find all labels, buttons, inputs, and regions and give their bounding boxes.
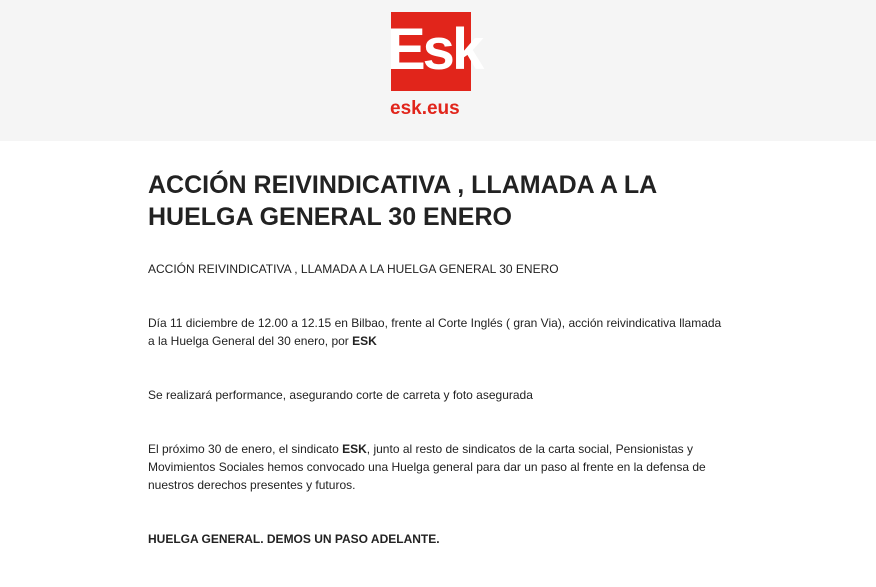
site-link[interactable]: esk.eus [390,98,460,119]
header [0,0,876,141]
paragraph-strike-start: El próximo 30 de enero, el sindicato [148,442,343,456]
paragraph-event-details [148,314,728,350]
paragraph-performance: Se realizará performance, asegurando corte de carreta y foto asegurada [148,388,533,402]
paragraph-strike-call [148,440,718,494]
esk-bold-1: ESK [352,334,377,348]
paragraph-event-text: Día 11 diciembre de 12.00 a 12.15 en Bilbao, frente al Corte Inglés ( gran Via), acción reivindicativa llamada a la Huelga General del 30 enero, por [148,316,722,348]
article-title: ACCIÓN REIVINDICATIVA , LLAMADA A LA HUELGA GENERAL 30 ENERO [148,171,657,231]
esk-bold-2: ESK [342,442,367,456]
esk-logo[interactable] [387,12,482,91]
logo-text: Esk [387,17,482,82]
paragraph-strike-end: , junto al resto de sindicatos de la carta social, Pensionistas y Movimientos Sociales hemos convocado una Huelga general para dar un paso al frente en la defensa de nuestros derechos presentes y futuros. [148,442,706,492]
article-subtitle: ACCIÓN REIVINDICATIVA , LLAMADA A LA HUELGA GENERAL 30 ENERO [148,262,559,276]
article [148,141,728,546]
closing-slogan: HUELGA GENERAL. DEMOS UN PASO ADELANTE. [148,532,440,546]
